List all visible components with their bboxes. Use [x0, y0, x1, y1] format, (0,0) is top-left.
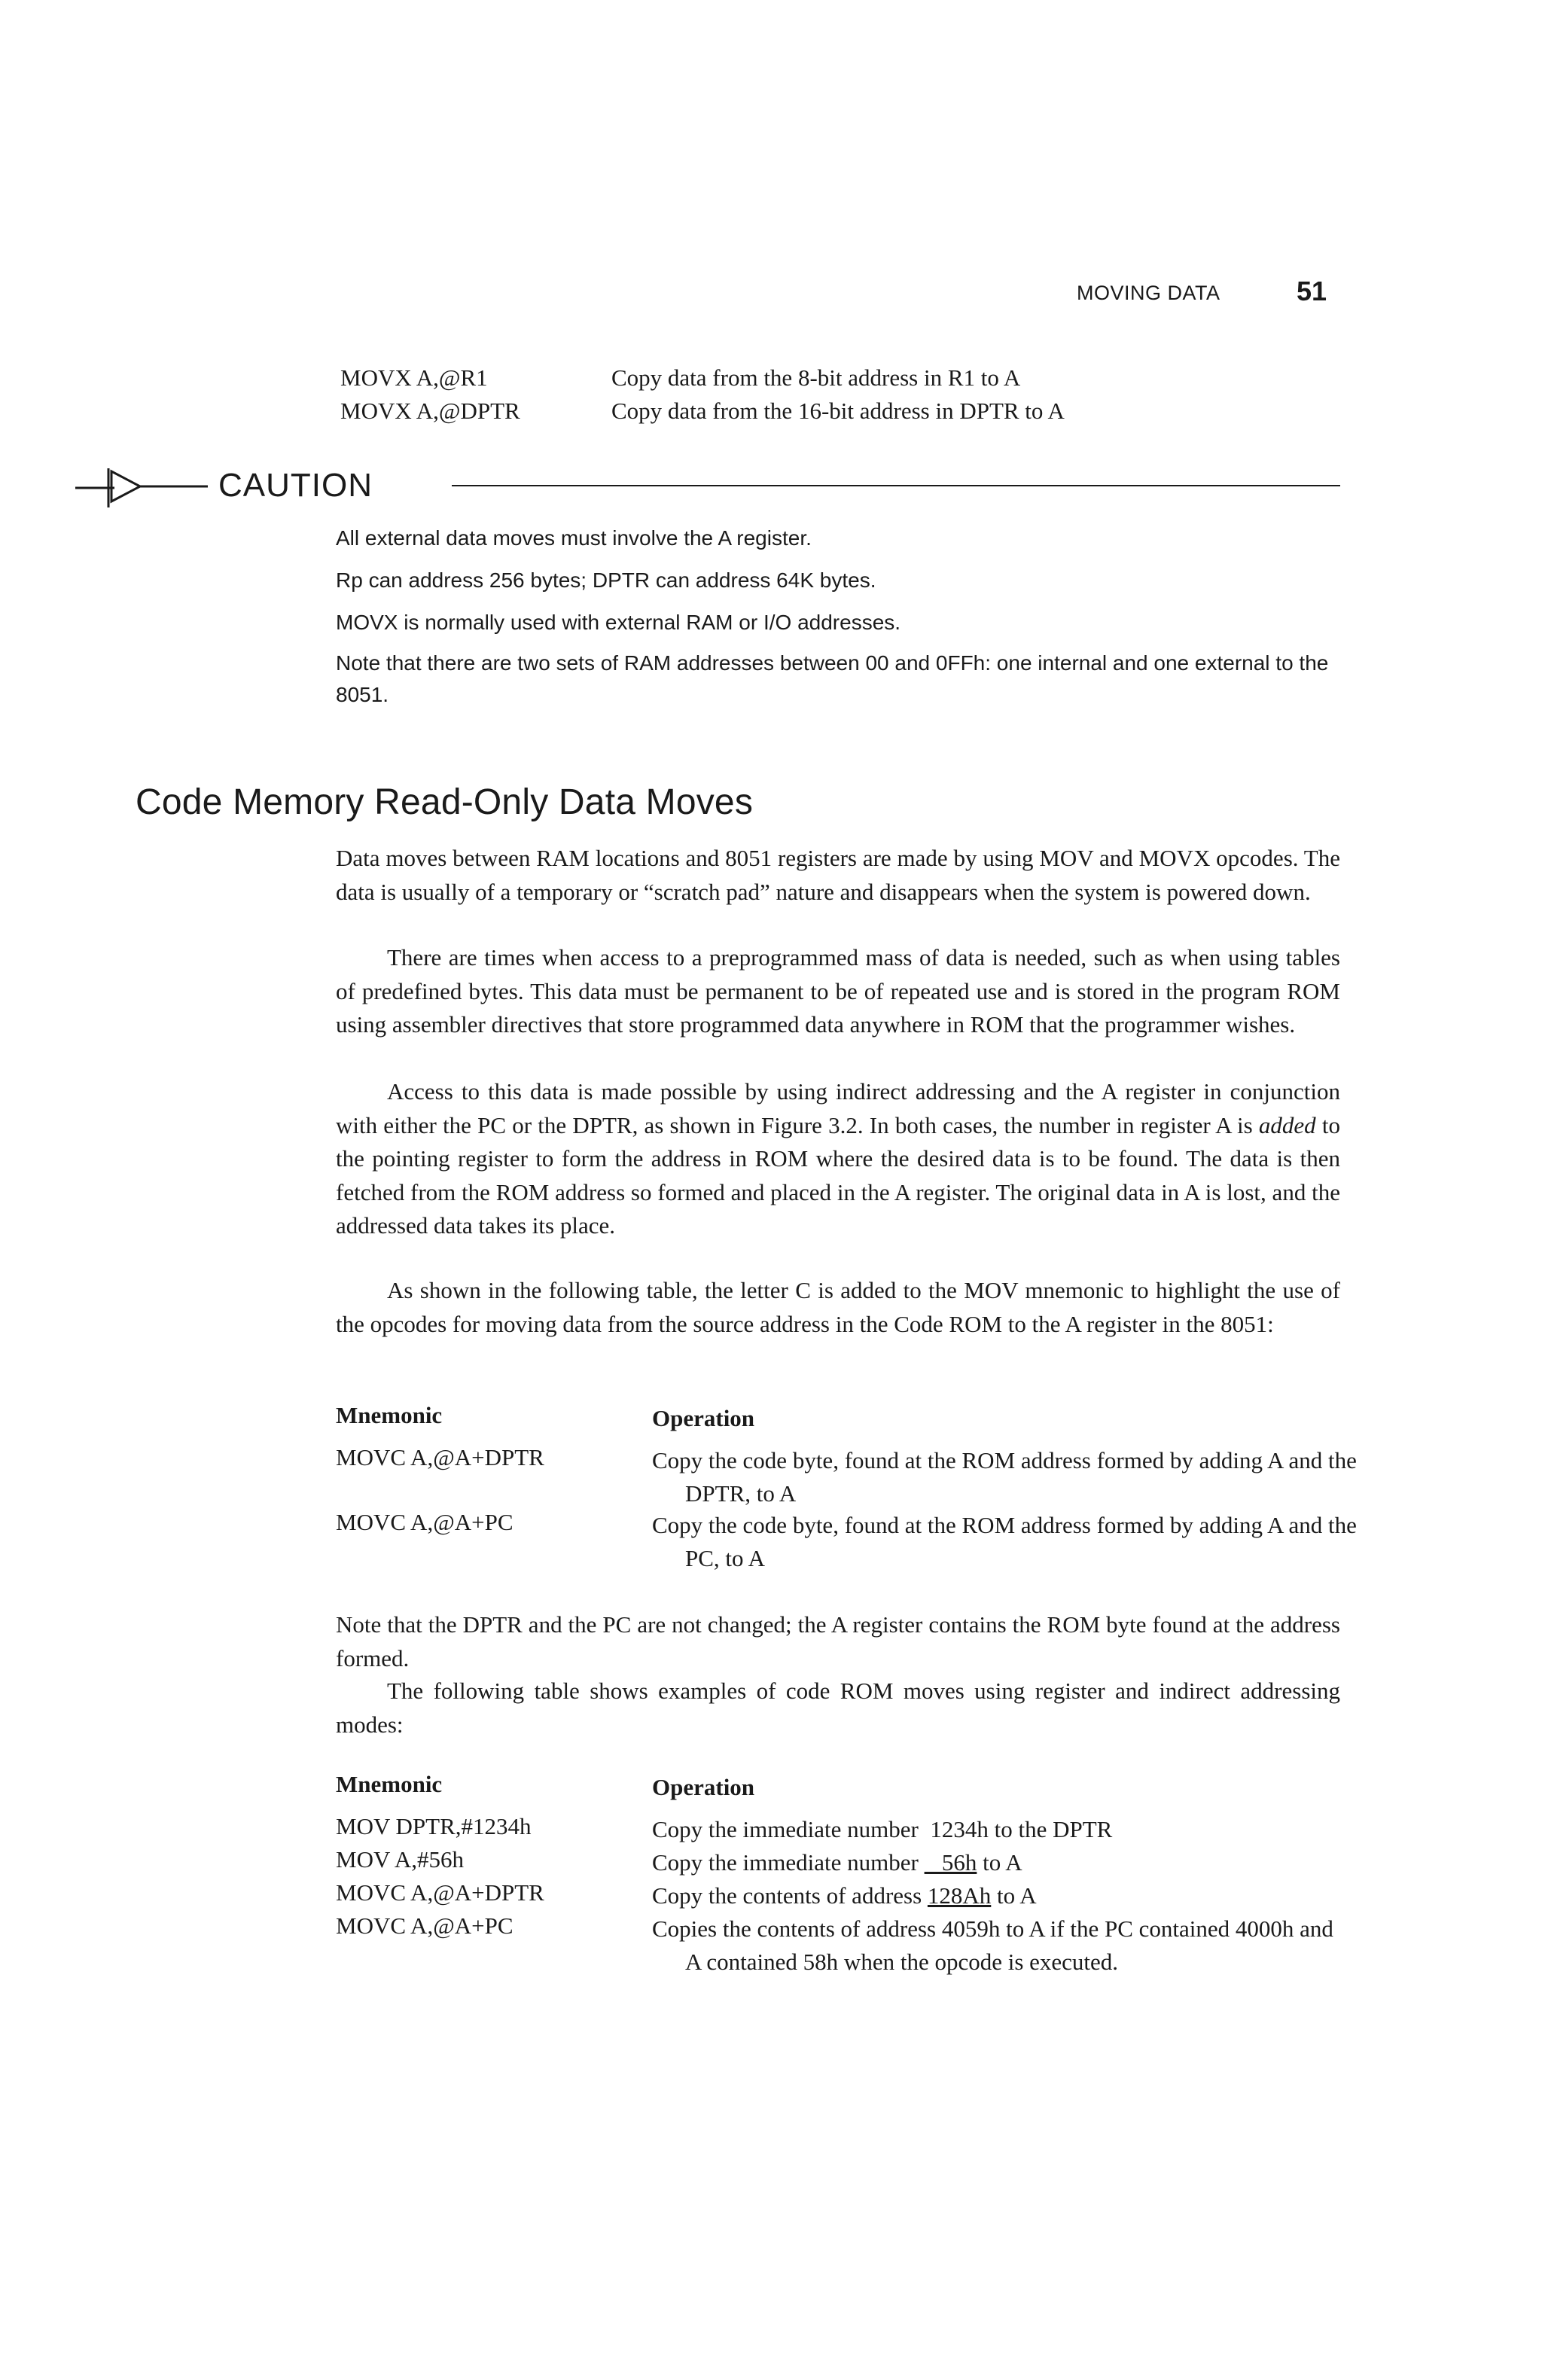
table-cell-mnemonic: MOV DPTR,#1234h	[336, 1813, 532, 1839]
paragraph: Data moves between RAM locations and 8051 registers are made by using MOV and MOVX opcodes. The data is usually of a temporary or “scratch pad” nature and disappears when the system is powered down.	[336, 845, 1340, 905]
table-cell-mnemonic: MOVC A,@A+PC	[336, 1912, 513, 1939]
table-cell-mnemonic: MOVC A,@A+DPTR	[336, 1444, 544, 1470]
table-cell-mnemonic: MOVC A,@A+DPTR	[336, 1879, 544, 1906]
table-header-operation: Operation	[652, 1774, 755, 1800]
page-number: 51	[1297, 276, 1327, 306]
paragraph	[336, 1075, 1340, 1243]
section-heading: Code Memory Read-Only Data Moves	[136, 782, 754, 822]
caution-line: All external data moves must involve the A register.	[336, 526, 812, 550]
table-cell-operation: Copies the contents of address 4059h to A if the PC contained 4000h and A contained 58h when the opcode is executed.	[652, 1915, 1333, 1975]
table-cell-mnemonic: MOV A,#56h	[336, 1846, 464, 1873]
paragraph: The following table shows examples of code ROM moves using register and indirect addressing modes:	[336, 1678, 1340, 1738]
caution-line: Note that there are two sets of RAM addresses between 00 and 0FFh: one internal and one external to the 8051.	[336, 651, 1329, 706]
operation-value: 56h	[924, 1849, 977, 1876]
paragraph: Note that the DPTR and the PC are not changed; the A register contains the ROM byte found at the address formed.	[336, 1611, 1340, 1671]
caution-title: CAUTION	[218, 467, 373, 504]
table-cell-operation: Copy the code byte, found at the ROM address formed by adding A and the PC, to A	[652, 1512, 1357, 1571]
caution-rule	[452, 485, 1340, 486]
table-header-mnemonic: Mnemonic	[336, 1402, 443, 1428]
table-cell-operation	[652, 1879, 1345, 1912]
paragraph: As shown in the following table, the letter C is added to the MOV mnemonic to highlight the use of the opcodes for moving data from the source address in the Code ROM to the A register in the 8051:	[336, 1277, 1340, 1337]
operation-text: Copy the immediate number	[652, 1816, 925, 1842]
arrow-triangle-icon	[72, 462, 208, 507]
table-header-mnemonic: Mnemonic	[336, 1771, 443, 1797]
opcode-mnemonic: MOVX A,@R1	[340, 364, 488, 391]
running-header: MOVING DATA	[1077, 282, 1220, 304]
paragraph-text: Access to this data is made possible by using indirect addressing and the A register in conjunction with either the PC or the DPTR, as shown in Figure 3.2. In both cases, the number in register A is	[336, 1078, 1340, 1138]
table-cell-mnemonic: MOVC A,@A+PC	[336, 1509, 513, 1535]
operation-text: to A	[991, 1882, 1037, 1909]
operation-text: to the DPTR	[988, 1816, 1113, 1842]
operation-text: Copy the immediate number	[652, 1849, 925, 1876]
opcode-description: Copy data from the 16-bit address in DPTR to A	[611, 398, 1065, 424]
caution-line: Rp can address 256 bytes; DPTR can address 64K bytes.	[336, 568, 876, 592]
operation-value: 1234h	[924, 1816, 989, 1842]
caution-line: MOVX is normally used with external RAM or I/O addresses.	[336, 611, 901, 634]
operation-text: Copy the contents of address	[652, 1882, 928, 1909]
table-cell-operation	[652, 1813, 1345, 1846]
operation-value: 128Ah	[927, 1882, 992, 1909]
opcode-mnemonic: MOVX A,@DPTR	[340, 398, 520, 424]
emphasis-text: added	[1258, 1111, 1316, 1138]
table-header-operation: Operation	[652, 1405, 755, 1431]
opcode-description: Copy data from the 8-bit address in R1 to A	[611, 364, 1021, 391]
paragraph-text: to the pointing register to form the address in ROM where the desired data is to be found. The data is then fetched from the ROM address so formed and placed in the A register. The original data in A is lost, and the addressed data takes its place.	[336, 1111, 1340, 1239]
table-cell-operation: Copy the code byte, found at the ROM address formed by adding A and the DPTR, to A	[652, 1447, 1357, 1507]
table-cell-operation	[652, 1846, 1345, 1879]
operation-text: to A	[977, 1849, 1022, 1876]
paragraph: There are times when access to a preprogrammed mass of data is needed, such as when using tables of predefined bytes. This data must be permanent to be of repeated use and is stored in the program ROM using assembler directives that store programmed data anywhere in ROM that the programmer wishes.	[336, 944, 1340, 1038]
